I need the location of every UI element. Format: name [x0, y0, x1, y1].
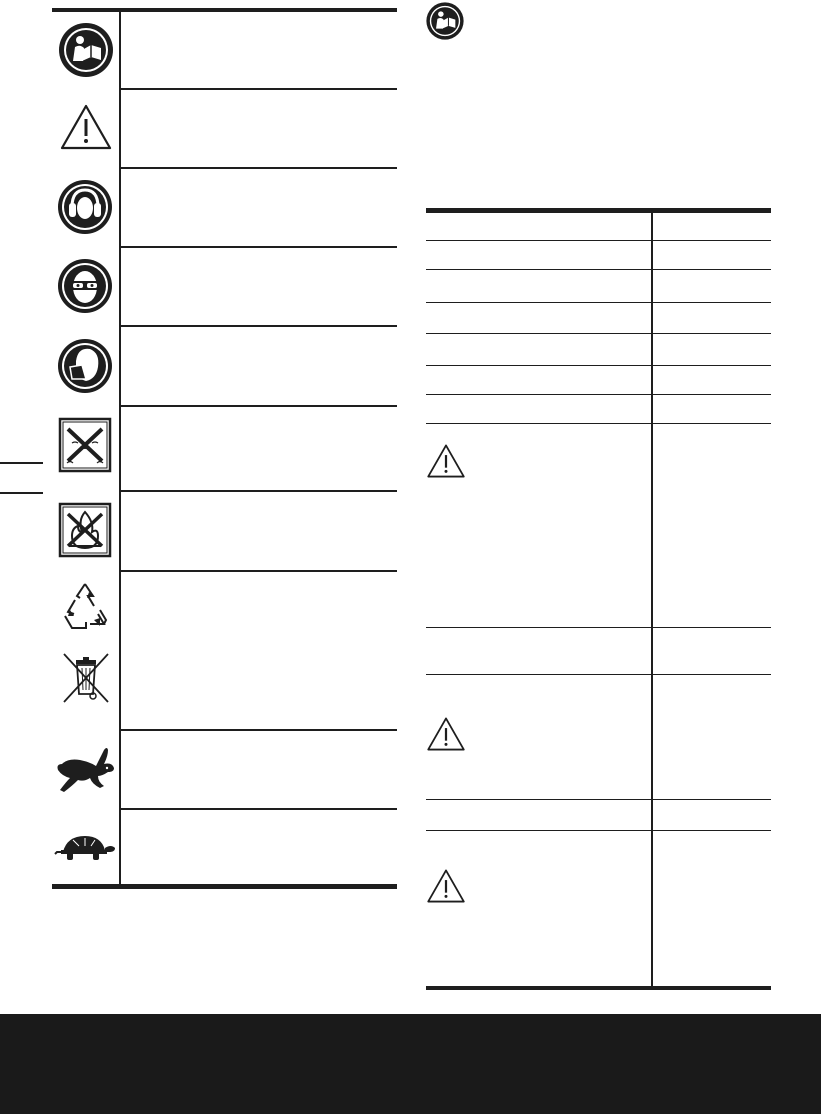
- spec-row-divider: [426, 674, 771, 675]
- row-divider: [120, 88, 397, 90]
- dust-mask-icon: [56, 337, 114, 395]
- row-divider: [120, 246, 397, 248]
- warning-triangle-icon: [426, 716, 466, 752]
- warning-triangle-icon: [426, 868, 466, 904]
- spec-row-divider: [426, 799, 771, 800]
- recycle-icon: [60, 580, 110, 632]
- crossed-bin-icon: [60, 650, 112, 706]
- manual-book-icon: [57, 21, 115, 79]
- warning-triangle-icon: [426, 443, 466, 479]
- row-divider: [120, 570, 397, 572]
- spec-row-divider: [426, 240, 771, 241]
- row-divider: [120, 729, 397, 731]
- spec-row-divider: [426, 394, 771, 395]
- spec-row-divider: [426, 269, 771, 270]
- no-fire-icon: [58, 502, 112, 558]
- row-divider: [120, 167, 397, 169]
- spec-row-divider: [426, 423, 771, 424]
- row-divider: [120, 325, 397, 327]
- spec-row-divider: [426, 365, 771, 366]
- page-footer-band: [0, 1014, 821, 1114]
- manual-book-icon: [425, 1, 465, 41]
- slow-speed-turtle-icon: [53, 830, 117, 864]
- ear-protection-icon: [56, 178, 114, 236]
- spec-row-divider: [426, 830, 771, 831]
- spec-table-bottom-rule: [426, 986, 771, 990]
- spec-row-divider: [426, 627, 771, 628]
- margin-tab-mark: [0, 492, 43, 494]
- spec-table-top-rule: [426, 208, 771, 213]
- warning-triangle-icon: [59, 103, 113, 151]
- table-column-divider: [119, 10, 121, 886]
- table-top-rule: [52, 8, 397, 12]
- table-bottom-rule: [52, 884, 397, 889]
- no-rain-icon: [58, 417, 112, 473]
- row-divider: [120, 490, 397, 492]
- fast-speed-rabbit-icon: [54, 742, 116, 796]
- spec-table-column-divider: [651, 211, 653, 988]
- row-divider: [120, 405, 397, 407]
- margin-tab-mark: [0, 462, 43, 464]
- eye-protection-icon: [56, 257, 114, 315]
- spec-row-divider: [426, 333, 771, 334]
- row-divider: [120, 808, 397, 810]
- spec-row-divider: [426, 302, 771, 303]
